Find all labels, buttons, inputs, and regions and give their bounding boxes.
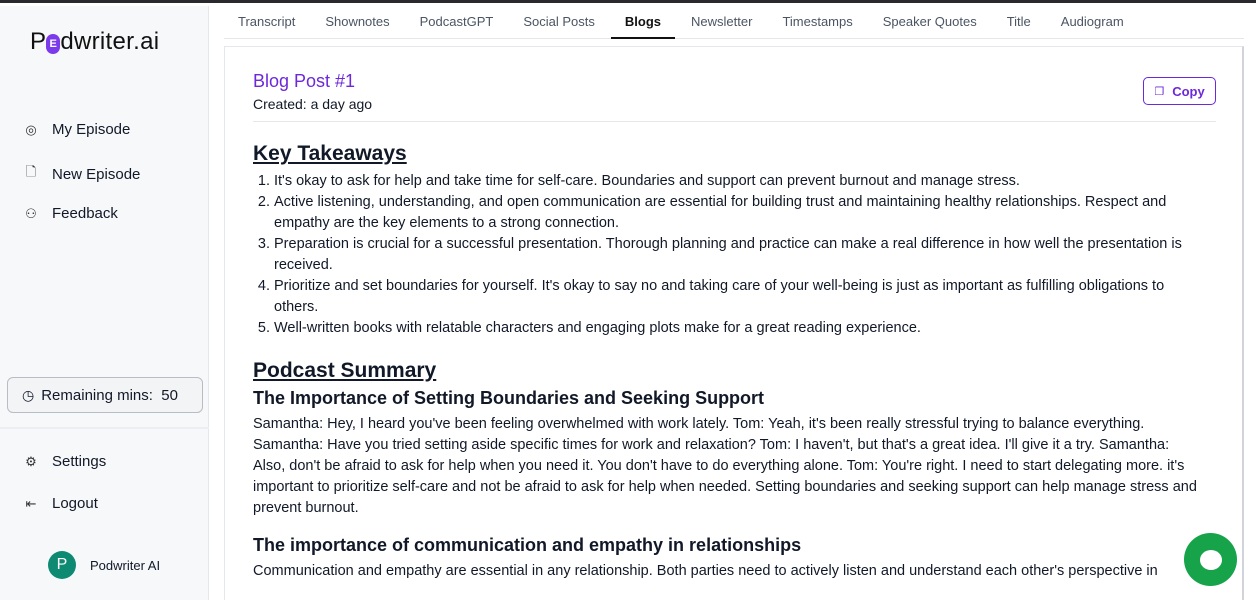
summary-heading: Podcast Summary: [253, 359, 437, 382]
tab-blogs[interactable]: Blogs: [611, 6, 675, 39]
tab-speaker-quotes[interactable]: Speaker Quotes: [882, 14, 977, 29]
tab-timestamps[interactable]: Timestamps: [782, 14, 853, 29]
section-heading: The Importance of Setting Boundaries and Seeking Support: [253, 388, 765, 408]
takeaways-heading: Key Takeaways: [253, 142, 407, 165]
sidebar-item-label: New Episode: [52, 165, 141, 183]
file-plus-icon: 🗋: [25, 164, 37, 179]
takeaways-list: [253, 171, 1203, 339]
logout-icon: ⇤: [25, 495, 37, 511]
sidebar-item-label: Logout: [52, 495, 98, 512]
sidebar-item-label: My Episode: [52, 121, 131, 138]
blog-post-title: Blog Post #1: [253, 71, 356, 91]
copy-label: Copy: [1172, 83, 1205, 99]
section-heading: The importance of communication and empathy in relationships: [253, 535, 802, 555]
section-body: Samantha: Hey, I heard you've been feeling overwhelmed with work lately. Tom: Yeah, it's been really stressful trying to balance everything. Samantha: Have you tried setting aside specific times for work and relaxation? Tom: I haven't, but that's a great idea. I'll give it a try. Samantha: Also, don't be afraid to ask for help when you need it. You don't have to do everything alone. Tom: You're right. I need to start delegating more. it's important to prioritize self-care and not be afraid to ask for help when needed. Setting boundaries and seeking support can help manage stress and prevent burnout.: [253, 416, 1197, 516]
tab-transcript[interactable]: Transcript: [238, 14, 296, 29]
tab-shownotes[interactable]: Shownotes: [325, 14, 390, 29]
sidebar-item-my-episode[interactable]: [24, 121, 130, 138]
podcast-icon: ◎: [25, 121, 37, 137]
divider: [253, 121, 1216, 122]
copy-button[interactable]: [1143, 77, 1216, 105]
logo-text: P: [30, 28, 47, 55]
gear-icon: ⚙: [25, 453, 37, 469]
remaining-value: 50: [161, 386, 178, 404]
created-date: Created: a day ago: [253, 96, 373, 112]
list-item: 4. Prioritize and set boundaries for yourself. It's okay to say no and taking care of your well-being is just as important as fulfilling obligations to others.: [274, 276, 1203, 318]
tab-title[interactable]: Title: [1006, 14, 1031, 29]
blog-content: [253, 143, 1203, 598]
list-item: 5. Well-written books with relatable characters and engaging plots make for a great reading experience.: [274, 318, 1203, 339]
tab-newsletter[interactable]: Newsletter: [691, 14, 753, 29]
logo[interactable]: [30, 28, 159, 56]
user-profile[interactable]: [48, 551, 160, 579]
sidebar-item-logout[interactable]: [24, 495, 98, 512]
divider: [0, 427, 209, 429]
tab-bar: [224, 6, 1244, 39]
user-name: Podwriter AI: [90, 557, 161, 573]
clock-icon: ◷: [22, 386, 35, 403]
logo-mark: E: [46, 34, 60, 54]
sidebar-item-new-episode[interactable]: [24, 163, 140, 185]
list-item: 3. Preparation is crucial for a successful presentation. Thorough planning and practice can make a real difference in how well the presentation is received.: [274, 234, 1203, 276]
chat-widget-button[interactable]: [1184, 533, 1237, 586]
tab-social-posts[interactable]: Social Posts: [523, 14, 595, 29]
sidebar-item-label: Feedback: [52, 205, 118, 222]
blog-post-panel: [224, 46, 1244, 600]
remaining-minutes-badge[interactable]: [7, 377, 203, 413]
copy-icon: ❐: [1154, 85, 1165, 98]
section-body: Communication and empathy are essential in any relationship. Both parties need to actively listen and understand each other's perspective in: [253, 563, 1158, 579]
remaining-label: Remaining mins:: [41, 386, 153, 404]
tab-podcastgpt[interactable]: PodcastGPT: [419, 14, 494, 29]
list-item: 1. It's okay to ask for help and take time for self-care. Boundaries and support can prevent burnout and manage stress.: [274, 171, 1203, 192]
tab-audiogram[interactable]: Audiogram: [1060, 14, 1124, 29]
logo-text: dwriter.ai: [60, 28, 160, 55]
chat-icon: [1200, 550, 1222, 570]
sidebar-item-label: Settings: [52, 453, 107, 470]
list-item: 2. Active listening, understanding, and open communication are essential for building trust and maintaining healthy relationships. Respect and empathy are the key elements to a strong connection.: [274, 192, 1203, 234]
sidebar: [0, 6, 209, 600]
sidebar-item-feedback[interactable]: [24, 205, 118, 222]
feedback-icon: ⚇: [25, 205, 37, 221]
avatar: P: [48, 551, 76, 579]
sidebar-item-settings[interactable]: [24, 453, 106, 470]
